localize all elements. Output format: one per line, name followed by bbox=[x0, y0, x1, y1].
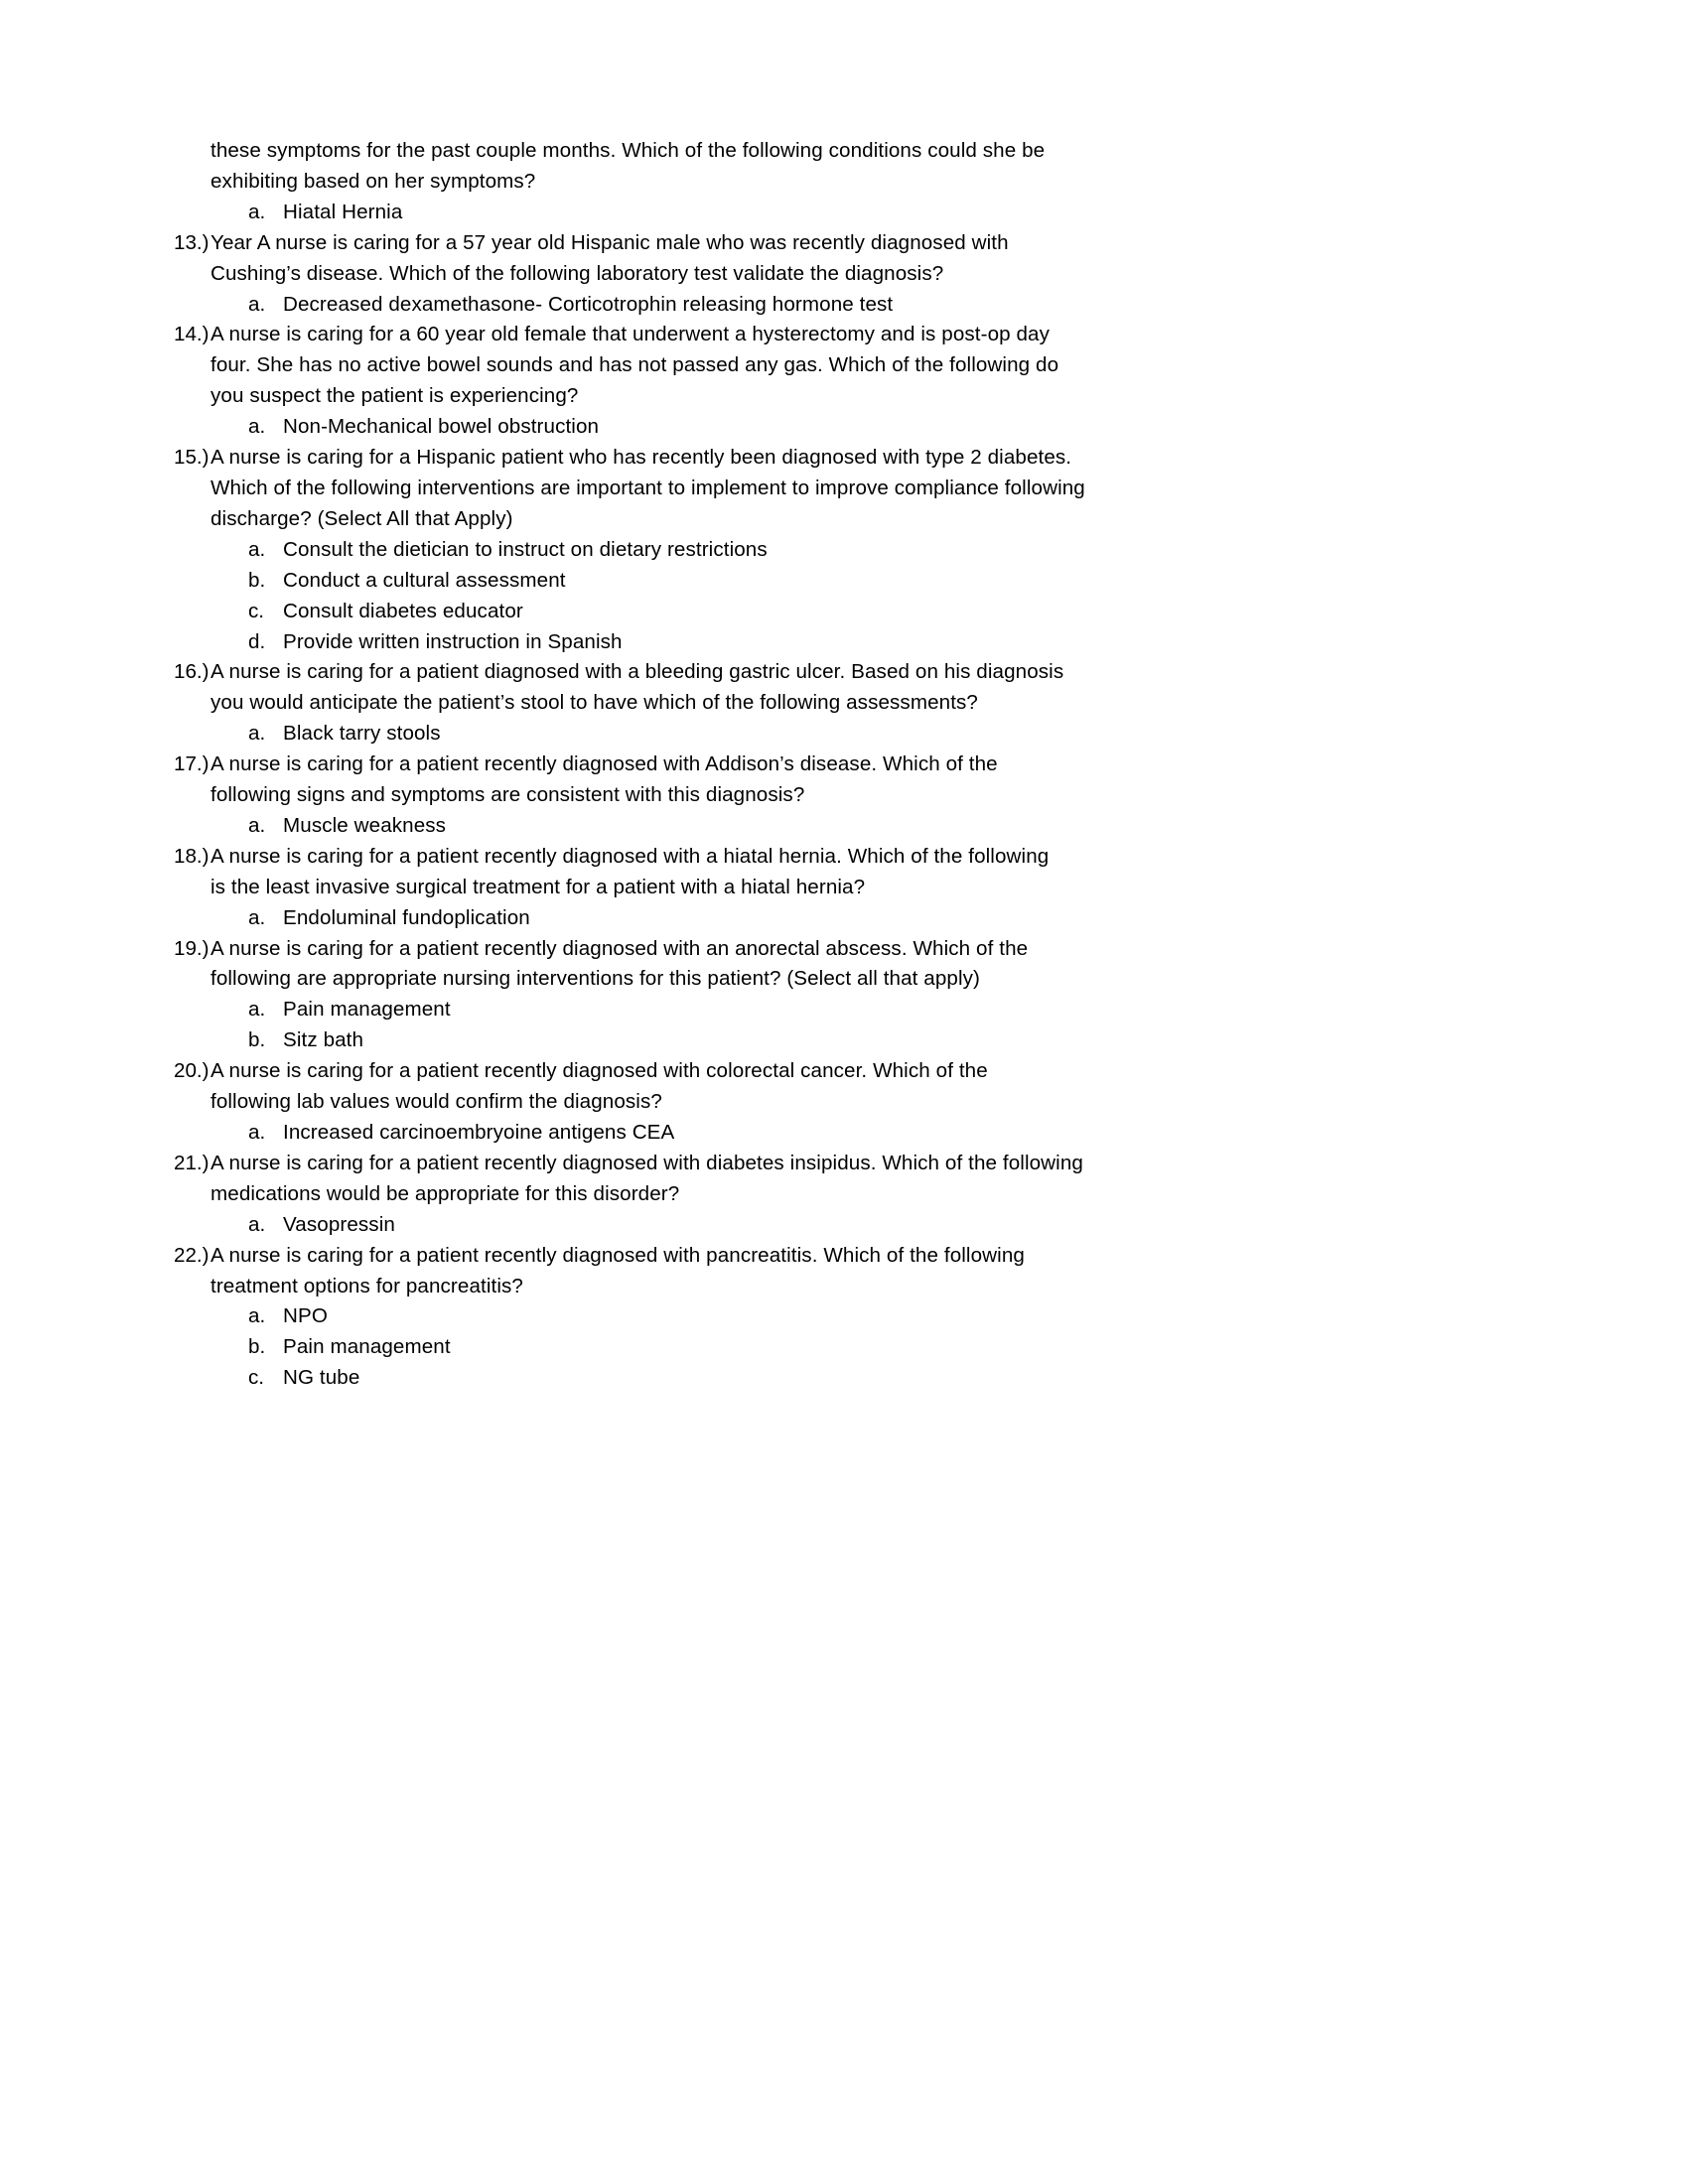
question-text: A nurse is caring for a patient recently diagnosed with pancreatitis. Which of the following treatment options for pancreatitis? bbox=[211, 1243, 1025, 1297]
question-text: A nurse is caring for a patient recently diagnosed with colorectal cancer. Which of the following lab values would confirm the diagnosis? bbox=[211, 1059, 988, 1114]
option-letter: a. bbox=[248, 292, 266, 316]
list-item bbox=[248, 1118, 1256, 1149]
option-letter: b. bbox=[248, 568, 266, 592]
option-text: Vasopressin bbox=[283, 1212, 395, 1236]
list-item bbox=[248, 995, 1256, 1025]
list-item bbox=[248, 1210, 1256, 1241]
question-text: A nurse is caring for a patient recently diagnosed with Addison’s disease. Which of the following signs and symptoms are consistent with this diagnosis? bbox=[211, 752, 998, 807]
question-16 bbox=[174, 657, 1256, 719]
option-letter: a. bbox=[248, 537, 266, 561]
option-letter: a. bbox=[248, 722, 266, 746]
question-number: 16.) bbox=[174, 660, 210, 684]
option-letter: c. bbox=[248, 599, 265, 622]
option-text: Increased carcinoembryoine antigens CEA bbox=[283, 1121, 675, 1144]
option-letter: d. bbox=[248, 629, 266, 653]
list-item bbox=[248, 627, 1256, 658]
question-text: A nurse is caring for a patient recently diagnosed with a hiatal hernia. Which of the following is the least invasive surgical treatment for a patient with a hiatal hernia? bbox=[211, 844, 1050, 898]
document-body bbox=[174, 136, 1256, 1394]
question-14 bbox=[174, 320, 1256, 412]
question-text: A nurse is caring for a patient recently diagnosed with diabetes insipidus. Which of the following medications would be appropriate for this disorder? bbox=[211, 1151, 1083, 1205]
question-13 bbox=[174, 228, 1256, 290]
list-item bbox=[248, 198, 1256, 228]
option-list-13 bbox=[174, 290, 1256, 321]
option-list-14 bbox=[174, 412, 1256, 443]
option-list-15 bbox=[174, 535, 1256, 658]
list-item bbox=[248, 1025, 1256, 1056]
question-22 bbox=[174, 1241, 1256, 1302]
option-letter: b. bbox=[248, 1335, 266, 1359]
list-item bbox=[248, 597, 1256, 627]
question-text: A nurse is caring for a patient recently diagnosed with an anorectal abscess. Which of the following are appropriate nursing interventions for this patient? (Select all that apply) bbox=[211, 936, 1029, 991]
list-item bbox=[248, 412, 1256, 443]
question-20 bbox=[174, 1056, 1256, 1118]
option-text: Conduct a cultural assessment bbox=[283, 568, 566, 592]
option-text: Sitz bath bbox=[283, 1028, 364, 1052]
list-item bbox=[248, 1363, 1256, 1394]
question-19 bbox=[174, 934, 1256, 996]
option-text: NG tube bbox=[283, 1366, 360, 1390]
option-letter: b. bbox=[248, 1028, 266, 1052]
option-letter: a. bbox=[248, 813, 266, 837]
option-list-19 bbox=[174, 995, 1256, 1056]
option-list-20 bbox=[174, 1118, 1256, 1149]
question-number: 20.) bbox=[174, 1059, 210, 1083]
option-letter: a. bbox=[248, 415, 266, 439]
question-18 bbox=[174, 842, 1256, 903]
option-text: Consult the dietician to instruct on dietary restrictions bbox=[283, 537, 768, 561]
question-number: 22.) bbox=[174, 1243, 210, 1267]
list-item bbox=[248, 535, 1256, 566]
question-number: 14.) bbox=[174, 323, 210, 346]
option-list-16 bbox=[174, 719, 1256, 750]
question-text: A nurse is caring for a patient diagnosed with a bleeding gastric ulcer. Based on his diagnosis you would anticipate the patient’s stool to have which of the following assessments? bbox=[211, 660, 1064, 715]
list-item bbox=[248, 811, 1256, 842]
option-list-21 bbox=[174, 1210, 1256, 1241]
option-text: Pain management bbox=[283, 998, 451, 1022]
list-item bbox=[248, 1301, 1256, 1332]
option-text: Endoluminal fundoplication bbox=[283, 905, 530, 929]
list-item bbox=[248, 1332, 1256, 1363]
question-number: 21.) bbox=[174, 1151, 210, 1174]
question-number: 15.) bbox=[174, 446, 210, 470]
option-letter: a. bbox=[248, 1304, 266, 1328]
question-number: 17.) bbox=[174, 752, 210, 776]
question-text: Year A nurse is caring for a 57 year old Hispanic male who was recently diagnosed with Cushing’s disease. Which of the following laboratory test validate the diagnosis? bbox=[211, 230, 1009, 285]
option-list-22 bbox=[174, 1301, 1256, 1394]
option-text: Decreased dexamethasone- Corticotrophin releasing hormone test bbox=[283, 292, 894, 316]
option-text: Non-Mechanical bowel obstruction bbox=[283, 415, 600, 439]
list-item bbox=[248, 903, 1256, 934]
question-number: 19.) bbox=[174, 936, 210, 960]
option-text: Hiatal Hernia bbox=[283, 200, 403, 223]
list-item bbox=[248, 566, 1256, 597]
question-17 bbox=[174, 750, 1256, 811]
option-text: Consult diabetes educator bbox=[283, 599, 523, 622]
list-item bbox=[248, 290, 1256, 321]
option-letter: a. bbox=[248, 1121, 266, 1144]
option-text: Provide written instruction in Spanish bbox=[283, 629, 623, 653]
question-15 bbox=[174, 443, 1256, 535]
option-text: Black tarry stools bbox=[283, 722, 441, 746]
option-letter: a. bbox=[248, 998, 266, 1022]
continuation-option-list bbox=[174, 198, 1256, 228]
option-letter: a. bbox=[248, 1212, 266, 1236]
option-list-17 bbox=[174, 811, 1256, 842]
option-letter: a. bbox=[248, 905, 266, 929]
option-letter: a. bbox=[248, 200, 266, 223]
option-text: NPO bbox=[283, 1304, 328, 1328]
option-text: Muscle weakness bbox=[283, 813, 447, 837]
question-number: 13.) bbox=[174, 230, 210, 254]
continuation-paragraph: these symptoms for the past couple months. Which of the following conditions could she be exhibiting based on her symptoms? bbox=[211, 139, 1046, 193]
option-text: Pain management bbox=[283, 1335, 451, 1359]
list-item bbox=[248, 719, 1256, 750]
question-text: A nurse is caring for a 60 year old female that underwent a hysterectomy and is post-op day four. She has no active bowel sounds and has not passed any gas. Which of the following do you suspect the patient is experiencing? bbox=[211, 323, 1059, 408]
option-list-18 bbox=[174, 903, 1256, 934]
option-letter: c. bbox=[248, 1366, 265, 1390]
question-text: A nurse is caring for a Hispanic patient who has recently been diagnosed with type 2 diabetes. Which of the following interventions are important to implement to improve compliance following discharge? (Select All that Apply) bbox=[211, 446, 1085, 530]
question-21 bbox=[174, 1149, 1256, 1210]
question-number: 18.) bbox=[174, 844, 210, 868]
